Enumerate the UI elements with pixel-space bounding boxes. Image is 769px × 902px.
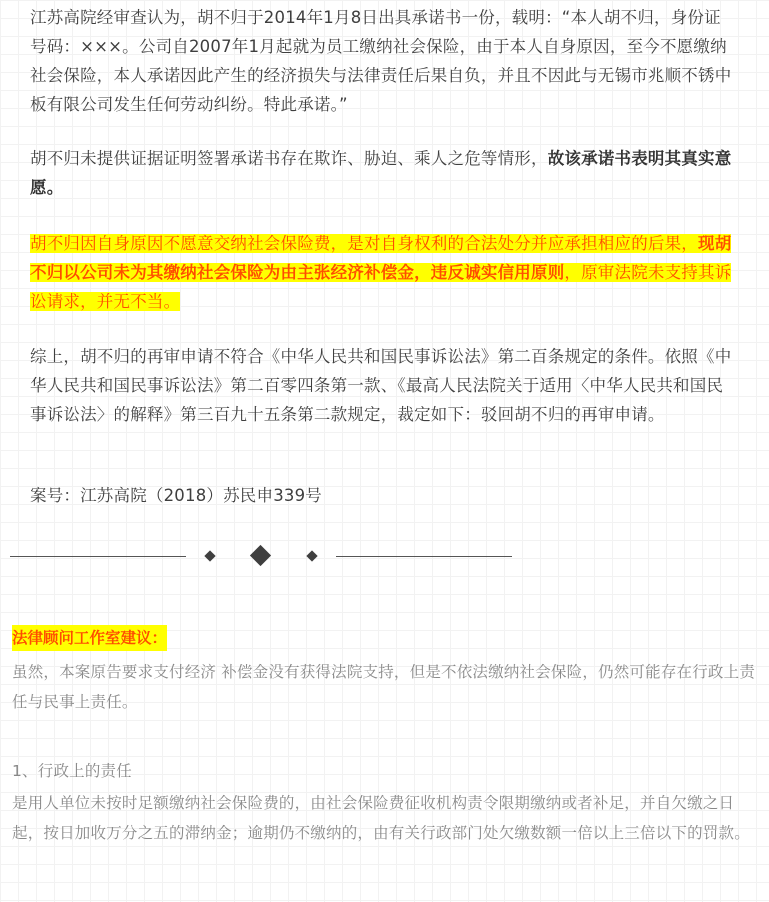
advice-item1-body: 是用人单位未按时足额缴纳社会保险费的，由社会保险费征收机构责令限期缴纳或者补足，并自欠缴之日起，按日加收万分之五的滞纳金；逾期仍不缴纳的，由有关行政部门处欠缴数额一倍以上三倍以下的罚款。: [12, 794, 750, 842]
highlight-reason: 胡不归因自身原因不愿意交纳社会保险费，是对自身权利的合法处分并应承担相应的后果，: [30, 234, 698, 253]
large-diamond-icon: [250, 545, 271, 566]
advice-heading: 法律顾问工作室建议：: [12, 625, 167, 651]
paragraph-commitment-validity: [30, 144, 736, 202]
advice-item1-title: 1、行政上的责任: [12, 762, 132, 780]
section-divider: [10, 541, 520, 571]
commitment-text: 胡不归未提供证据证明签署承诺书存在欺诈、胁迫、乘人之危等情形，: [30, 149, 548, 168]
highlight-outcome: ，原审法院未支持其诉讼请求，并无不当。: [30, 263, 732, 311]
divider-line-left: [10, 556, 186, 557]
paragraph-highlighted-ruling: [30, 229, 736, 316]
small-diamond-icon: [204, 550, 215, 561]
highlight-key-ruling: 现胡不归以公司未为其缴纳社会保险为由主张经济补偿金，违反诚实信用原则: [30, 234, 732, 282]
case-number: 案号：江苏高院（2018）苏民申339号: [30, 486, 322, 505]
divider-line-right: [336, 556, 512, 557]
commitment-conclusion: 故该承诺书表明其真实意愿。: [30, 149, 732, 197]
paragraph-verdict: 综上，胡不归的再审申请不符合《中华人民共和国民事诉讼法》第二百条规定的条件。依照《中华人民共和国民事诉讼法》第二百零四条第一款、《最高人民法院关于适用〈中华人民共和国民事诉讼法〉的解释》第三百九十五条第二款规定，裁定如下：驳回胡不归的再审申请。: [30, 347, 732, 424]
small-diamond-icon: [306, 550, 317, 561]
advice-intro: 虽然，本案原告要求支付经济 补偿金没有获得法院支持，但是不依法缴纳社会保险，仍然可能存在行政上责任与民事上责任。: [12, 663, 756, 711]
paragraph-court-review: 江苏高院经审查认为，胡不归于2014年1月8日出具承诺书一份，载明：“本人胡不归，身份证号码：×××。公司自2007年1月起就为员工缴纳社会保险，由于本人自身原因，至今不愿缴纳社会保险，本人承诺因此产生的经济损失与法律责任后果自负，并且不因此与无锡市兆顺不锈中板有限公司发生任何劳动纠纷。特此承诺。”: [30, 8, 732, 114]
